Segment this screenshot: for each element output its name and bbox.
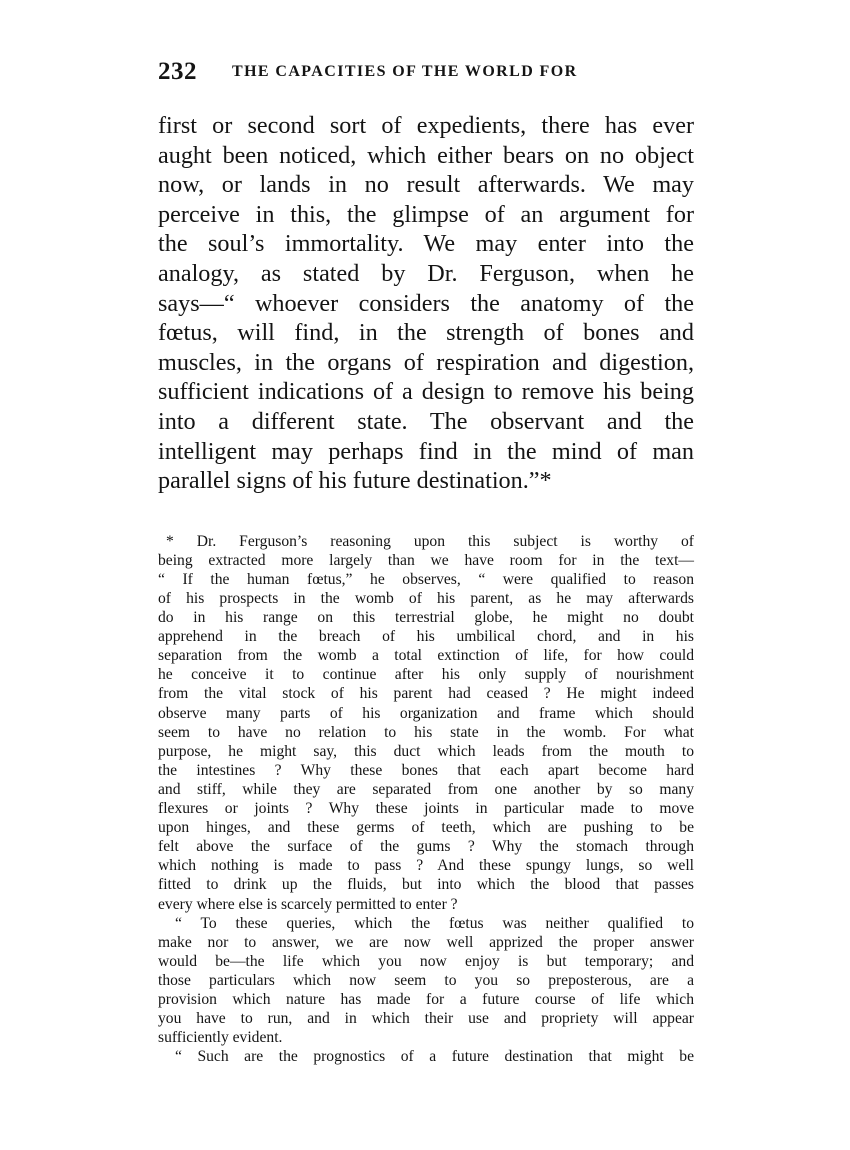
footnote-line: the intestines ? Why these bones that each apart become hard <box>158 761 694 779</box>
body-line: says—“ whoever considers the anatomy of the <box>158 289 694 317</box>
footnote-line: felt above the surface of the gums ? Why the stomach through <box>158 838 694 856</box>
footnote-line: purpose, he might say, this duct which leads from the mouth to <box>158 742 694 760</box>
footnote-line: from the vital stock of his parent had ceased ? He might indeed <box>158 685 694 703</box>
footnote <box>158 532 694 1067</box>
body-line: aught been noticed, which either bears on no object <box>158 141 694 169</box>
footnote-line: apprehend in the breach of his umbilical chord, and in his <box>158 628 694 646</box>
footnote-line: seem to have no relation to his state in the womb. For what <box>158 723 694 741</box>
body-line: muscles, in the organs of respiration and digestion, <box>158 348 694 376</box>
page-number: 232 <box>158 58 197 85</box>
body-line: intelligent may perhaps find in the mind of man <box>158 437 694 465</box>
body-line: into a different state. The observant and the <box>158 407 694 435</box>
footnote-line: * Dr. Ferguson’s reasoning upon this subject is worthy of <box>166 532 694 550</box>
footnote-line: he conceive it to continue after his only supply of nourishment <box>158 666 694 684</box>
body-line: now, or lands in no result afterwards. We may <box>158 171 694 199</box>
footnote-line: separation from the womb a total extinction of life, for how could <box>158 647 694 665</box>
footnote-line: “ Such are the prognostics of a future destination that might be <box>175 1048 694 1066</box>
footnote-line: and stiff, while they are separated from one another by so many <box>158 780 694 798</box>
body-line: sufficient indications of a design to remove his being <box>158 378 694 406</box>
body-line: fœtus, will find, in the strength of bones and <box>158 319 694 347</box>
footnote-line: upon hinges, and these germs of teeth, which are pushing to be <box>158 819 694 837</box>
footnote-line: those particulars which now seem to you so preposterous, are a <box>158 971 694 989</box>
footnote-line: would be—the life which you now enjoy is but temporary; and <box>158 952 694 970</box>
body-line: the soul’s immortality. We may enter into the <box>158 230 694 258</box>
footnote-line: do in his range on this terrestrial globe, he might no doubt <box>158 609 694 627</box>
footnote-line: sufficiently evident. <box>158 1029 283 1047</box>
footnote-line: provision which nature has made for a future course of life which <box>158 990 694 1008</box>
footnote-line: “ If the human fœtus,” he observes, “ were qualified to reason <box>158 570 694 588</box>
footnote-line: observe many parts of his organization and frame which should <box>158 704 694 722</box>
footnote-line: flexures or joints ? Why these joints in particular made to move <box>158 800 694 818</box>
main-paragraph <box>158 111 694 496</box>
body-line: first or second sort of expedients, there has ever <box>158 112 694 139</box>
body-line: parallel signs of his future destination.”* <box>158 467 552 495</box>
footnote-line: make nor to answer, we are now well apprized the proper answer <box>158 933 694 951</box>
footnote-line: which nothing is made to pass ? And these spungy lungs, so well <box>158 857 694 875</box>
footnote-line: you have to run, and in which their use and propriety will appear <box>158 1010 694 1028</box>
footnote-line: being extracted more largely than we have room for in the text— <box>158 551 694 569</box>
body-line: analogy, as stated by Dr. Ferguson, when he <box>158 259 694 287</box>
running-title: THE CAPACITIES OF THE WORLD FOR <box>232 63 578 80</box>
footnote-line: fitted to drink up the fluids, but into which the blood that passes <box>158 876 694 894</box>
book-page <box>158 58 694 1066</box>
running-head <box>158 58 694 92</box>
footnote-line: “ To these queries, which the fœtus was neither qualified to <box>175 914 694 932</box>
footnote-line: every where else is scarcely permitted to enter ? <box>158 895 458 913</box>
footnote-line: of his prospects in the womb of his parent, as he may afterwards <box>158 590 694 607</box>
body-line: perceive in this, the glimpse of an argument for <box>158 200 694 228</box>
